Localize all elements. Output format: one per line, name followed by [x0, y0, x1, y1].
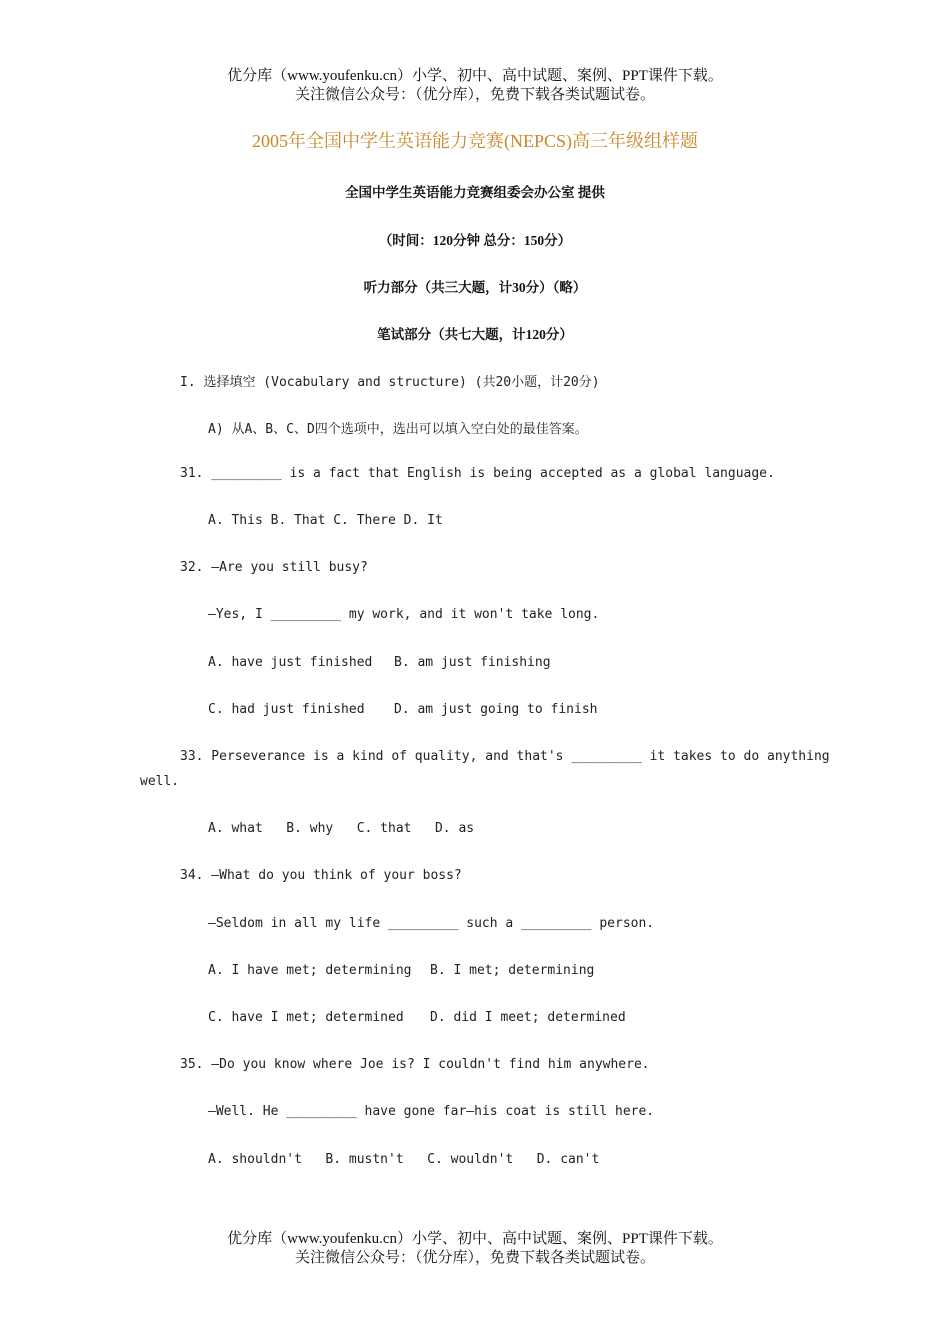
document-title: 2005年全国中学生英语能力竞赛(NEPCS)高三年级组样题 — [251, 131, 698, 151]
question-33-stem-continued: well. — [140, 774, 180, 789]
question-35-options: A. shouldn't B. mustn't C. wouldn't D. can't — [208, 1152, 600, 1167]
question-32-stem: 32. —Are you still busy? — [180, 560, 368, 575]
question-33-options: A. what B. why C. that D. as — [208, 821, 475, 836]
section-heading: I. 选择填空 (Vocabulary and structure) (共20小题，计20分) — [180, 375, 600, 390]
question-34-option-d: D. did I meet; determined — [430, 1010, 626, 1025]
question-32-line2: —Yes, I _________ my work, and it won't take long. — [208, 607, 600, 622]
written-section-heading: 笔试部分（共七大题，计120分） — [377, 327, 573, 342]
question-32-option-c: C. had just finished — [208, 702, 365, 717]
question-33-stem: 33. Perseverance is a kind of quality, and that's _________ it takes to do anything — [180, 749, 830, 764]
question-34-line2: —Seldom in all my life _________ such a _________ person. — [208, 916, 655, 931]
question-35-stem: 35. —Do you know where Joe is? I couldn't find him anywhere. — [180, 1057, 650, 1072]
provider-line: 全国中学生英语能力竞赛组委会办公室 提供 — [345, 185, 605, 200]
question-31-stem: 31. _________ is a fact that English is being accepted as a global language. — [180, 466, 775, 481]
question-35-line2: —Well. He _________ have gone far—his coat is still here. — [208, 1104, 655, 1119]
time-info: （时间：120分钟 总分：150分） — [378, 233, 572, 248]
section-instruction: A) 从A、B、C、D四个选项中，选出可以填入空白处的最佳答案。 — [208, 422, 588, 437]
question-31-options: A. This B. That C. There D. It — [208, 513, 443, 528]
question-32-option-b: B. am just finishing — [394, 655, 551, 670]
footer-banner-line1: 优分库（www.youfenku.cn）小学、初中、高中试题、案例、PPT课件下载。 — [227, 1231, 723, 1247]
question-34-option-a: A. I have met; determining — [208, 963, 412, 978]
question-32-option-a: A. have just finished — [208, 655, 373, 670]
question-34-option-b: B. I met; determining — [430, 963, 595, 978]
footer-banner-line2: 关注微信公众号：（优分库），免费下载各类试题试卷。 — [294, 1250, 655, 1266]
listening-section-heading: 听力部分（共三大题，计30分）（略） — [363, 280, 587, 295]
question-34-option-c: C. have I met; determined — [208, 1010, 404, 1025]
header-banner-line2: 关注微信公众号：（优分库），免费下载各类试题试卷。 — [294, 87, 655, 103]
question-32-option-d: D. am just going to finish — [394, 702, 598, 717]
question-34-stem: 34. —What do you think of your boss? — [180, 868, 462, 883]
header-banner-line1: 优分库（www.youfenku.cn）小学、初中、高中试题、案例、PPT课件下载。 — [227, 68, 723, 84]
